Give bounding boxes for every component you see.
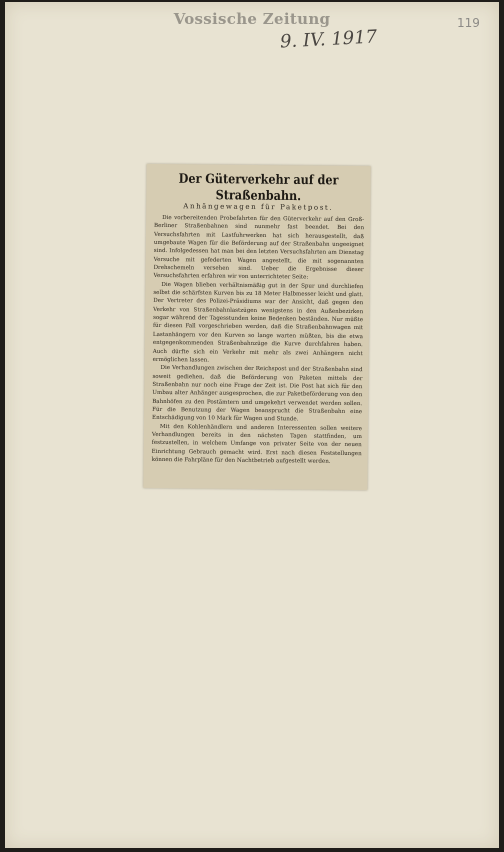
article-paragraph-1: Die vorbereitenden Probefahrten für den Güterverkehr auf den Groß-Berliner Straßenbahnen sind nunmehr fast beendet. Bei den Versuchsfahrten mit Lastfuhrwerken hat sich herausgestellt, daß umgebaute Wagen für die Beförderung auf der Straßenbahn ungeeignet sind. Infolgedessen hat man bei den letzten Versuchsfahrten am Dienstag Versuche mit gefederten Wagen angestellt, die mit sogenannten Drehschemeln versehen sind. Ueber die Ergebnisse dieser Versuchsfahrten erfahren wir von unterrichteter Seite:: [153, 215, 365, 281]
archive-number: 119: [457, 16, 480, 30]
article-paragraph-4: Mit den Kohlenhändlern und anderen Interessenten sollen weitere Verhandlungen bereits in den nächsten Tagen stattfinden, um festzustellen, in welchem Umfange von privater Seite von der neuen Einrichtung Gebrauch gemacht wird. Erst nach diesen Feststellungen können die Fahrpläne für den Nachtbetrieb aufgestellt werden.: [151, 423, 362, 465]
handwritten-date: 9. IV. 1917: [279, 26, 378, 53]
article-headline: Der Güterverkehr auf der Straßenbahn.: [178, 170, 339, 204]
article-body: [152, 214, 365, 466]
newspaper-name-stamp: Vossische Zeitung: [173, 10, 331, 28]
newspaper-clipping: [143, 164, 370, 490]
article-paragraph-3: Die Verhandlungen zwischen der Reichspost und der Straßenbahn sind soweit gediehen, daß die Beförderung von Paketen mittels der Straßenbahn nur noch eine Frage der Zeit ist. Die Post hat sich für den Umbau alter Anhänger ausgesprochen, die zur Paketbeförderung von den Bahnhöfen zu den Postämtern und umgekehrt verwendet werden sollen. Für die Benutzung der Wagen beansprucht die Straßenbahn eine Entschädigung von 10 Mark für Wagen und Stunde.: [152, 365, 363, 423]
article-subheadline: Anhängewagen für Paketpost.: [183, 202, 334, 212]
archive-sheet: [5, 2, 499, 848]
article-paragraph-2: Die Wagen blieben verhältnismäßig gut in der Spur und durchliefen selbst die schärfsten Kurven bis zu 18 Meter Halbmesser leicht und glatt. Der Vertreter des Polizei-Präsidiums war der Ansicht, daß gegen den Verkehr von Straßenbahnlastzügen wenigstens in den Außenbezirken sogar während der Tagesstunden keine Bedenken beständen. Nur müßte für diesen Fall vorgeschrieben werden, daß die Straßenbahnwagen mit Lastanhängern vor den Kurven so lange warten müßten, bis die etwa entgegenkommenden Straßenbahnzüge die Kurve durchfahren haben. Auch dürfte sich ein Verkehr mit mehr als zwei Anhängern nicht ermöglichen lassen.: [152, 281, 364, 364]
